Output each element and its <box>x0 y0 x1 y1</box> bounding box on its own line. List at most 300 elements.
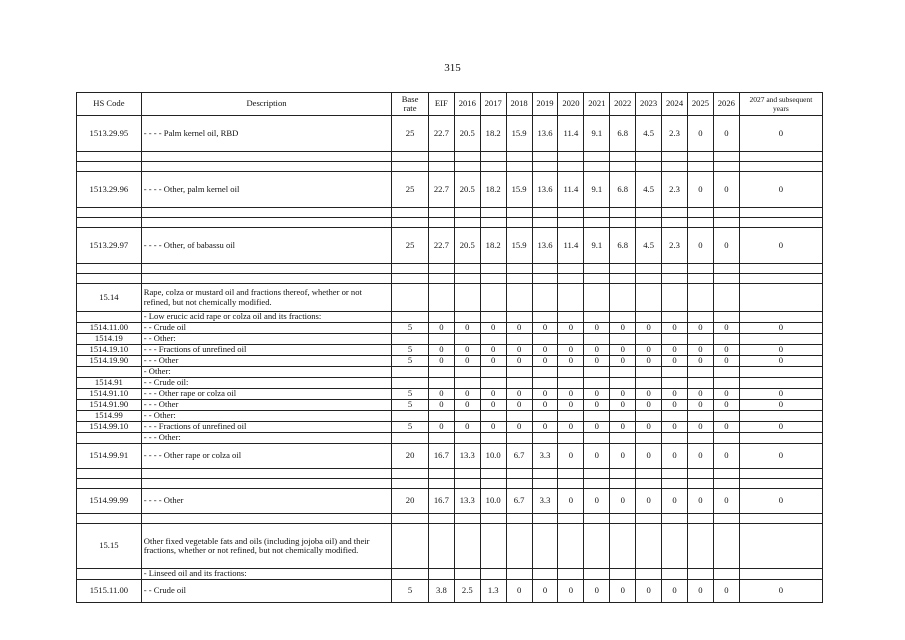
rate-cell: 0 <box>558 489 584 514</box>
description-cell: - - - - Other rape or colza oil <box>141 444 391 469</box>
rate-cell: 0 <box>428 356 454 367</box>
table-row <box>77 116 823 152</box>
rate-cell: 3.3 <box>532 489 558 514</box>
rate-cell: 15.9 <box>506 116 532 152</box>
rate-cell: 0 <box>480 345 506 356</box>
hs-code-cell: 1514.19 <box>77 334 142 345</box>
rate-cell: 0 <box>662 389 688 400</box>
rate-cell: 0 <box>506 389 532 400</box>
header-cell: 2024 <box>662 93 688 116</box>
rate-cell: 0 <box>506 356 532 367</box>
rate-cell <box>454 433 480 444</box>
rate-cell <box>687 411 713 422</box>
rate-cell <box>506 367 532 378</box>
rate-cell: 0 <box>739 323 822 334</box>
rate-cell: 0 <box>739 345 822 356</box>
rate-cell <box>532 524 558 569</box>
table-row <box>77 378 823 389</box>
hs-code-cell: 1514.91.10 <box>77 389 142 400</box>
rate-cell: 0 <box>687 400 713 411</box>
rate-cell: 0 <box>713 345 739 356</box>
rate-cell <box>739 152 822 162</box>
description-cell <box>141 208 391 218</box>
rate-cell <box>687 334 713 345</box>
rate-cell: 0 <box>558 422 584 433</box>
rate-cell: 0 <box>739 444 822 469</box>
hs-code-cell: 1513.29.95 <box>77 116 142 152</box>
rate-cell: 0 <box>662 400 688 411</box>
description-cell: - - Other: <box>141 334 391 345</box>
rate-cell <box>558 411 584 422</box>
rate-cell: 0 <box>454 356 480 367</box>
rate-cell <box>584 378 610 389</box>
rate-cell <box>506 469 532 479</box>
rate-cell <box>506 411 532 422</box>
rate-cell <box>506 479 532 489</box>
rate-cell <box>739 411 822 422</box>
header-cell: 2021 <box>584 93 610 116</box>
header-cell: Base rate <box>392 93 429 116</box>
rate-cell <box>713 264 739 274</box>
rate-cell <box>532 284 558 312</box>
rate-cell: 0 <box>610 489 636 514</box>
rate-cell <box>532 411 558 422</box>
hs-code-cell: 1515.11.00 <box>77 580 142 603</box>
rate-cell: 0 <box>636 422 662 433</box>
rate-cell: 0 <box>610 422 636 433</box>
rate-cell <box>610 334 636 345</box>
rate-cell: 0 <box>739 389 822 400</box>
table-row <box>77 208 823 218</box>
description-cell <box>141 514 391 524</box>
rate-cell <box>662 469 688 479</box>
rate-cell: 0 <box>584 489 610 514</box>
rate-cell <box>584 162 610 172</box>
hs-code-cell <box>77 469 142 479</box>
rate-cell <box>428 367 454 378</box>
table-row <box>77 411 823 422</box>
rate-cell: 0 <box>610 444 636 469</box>
table-row <box>77 400 823 411</box>
hs-code-cell: 1514.99 <box>77 411 142 422</box>
rate-cell <box>662 433 688 444</box>
rate-cell <box>687 479 713 489</box>
rate-cell: 0 <box>739 422 822 433</box>
base-rate-cell <box>392 378 429 389</box>
rate-cell: 0 <box>428 422 454 433</box>
rate-cell <box>454 367 480 378</box>
rate-cell: 16.7 <box>428 444 454 469</box>
rate-cell: 0 <box>428 400 454 411</box>
rate-cell: 0 <box>558 389 584 400</box>
rate-cell <box>454 514 480 524</box>
rate-cell <box>428 334 454 345</box>
rate-cell: 0 <box>713 323 739 334</box>
rate-cell: 22.7 <box>428 116 454 152</box>
rate-cell <box>739 479 822 489</box>
rate-cell <box>713 514 739 524</box>
hs-code-cell <box>77 152 142 162</box>
rate-cell <box>636 218 662 228</box>
rate-cell: 0 <box>584 400 610 411</box>
rate-cell <box>662 312 688 323</box>
rate-cell <box>739 312 822 323</box>
rate-cell <box>610 218 636 228</box>
rate-cell <box>713 524 739 569</box>
rate-cell <box>506 284 532 312</box>
rate-cell <box>558 208 584 218</box>
rate-cell: 1.3 <box>480 580 506 603</box>
base-rate-cell <box>392 334 429 345</box>
rate-cell <box>480 218 506 228</box>
rate-cell <box>454 218 480 228</box>
rate-cell: 9.1 <box>584 116 610 152</box>
rate-cell <box>428 411 454 422</box>
rate-cell <box>610 479 636 489</box>
rate-cell: 0 <box>506 400 532 411</box>
rate-cell: 0 <box>610 400 636 411</box>
header-cell: 2020 <box>558 93 584 116</box>
rate-cell <box>687 569 713 580</box>
base-rate-cell: 5 <box>392 345 429 356</box>
rate-cell: 0 <box>584 356 610 367</box>
rate-cell: 0 <box>713 580 739 603</box>
rate-cell <box>713 411 739 422</box>
rate-cell <box>739 378 822 389</box>
base-rate-cell <box>392 433 429 444</box>
rate-cell: 0 <box>713 422 739 433</box>
rate-cell <box>480 334 506 345</box>
description-cell <box>141 162 391 172</box>
rate-cell <box>610 524 636 569</box>
header-cell: 2023 <box>636 93 662 116</box>
rate-cell: 10.0 <box>480 489 506 514</box>
base-rate-cell <box>392 218 429 228</box>
rate-cell: 0 <box>480 356 506 367</box>
base-rate-cell <box>392 312 429 323</box>
rate-cell <box>454 334 480 345</box>
rate-cell: 0 <box>532 580 558 603</box>
rate-cell: 0 <box>687 323 713 334</box>
rate-cell: 0 <box>584 345 610 356</box>
rate-cell: 13.6 <box>532 172 558 208</box>
rate-cell: 0 <box>558 580 584 603</box>
rate-cell <box>506 162 532 172</box>
rate-cell: 0 <box>558 345 584 356</box>
base-rate-cell: 25 <box>392 228 429 264</box>
rate-cell <box>506 264 532 274</box>
base-rate-cell: 5 <box>392 356 429 367</box>
rate-cell <box>428 514 454 524</box>
rate-cell <box>558 284 584 312</box>
rate-cell <box>662 264 688 274</box>
description-cell: - - Crude oil <box>141 580 391 603</box>
rate-cell <box>636 152 662 162</box>
base-rate-cell: 20 <box>392 444 429 469</box>
rate-cell: 9.1 <box>584 172 610 208</box>
header-cell: 2018 <box>506 93 532 116</box>
hs-code-cell: 1514.19.10 <box>77 345 142 356</box>
base-rate-cell <box>392 284 429 312</box>
rate-cell <box>610 367 636 378</box>
description-cell: - - - Other: <box>141 433 391 444</box>
rate-cell: 0 <box>687 345 713 356</box>
rate-cell: 0 <box>636 489 662 514</box>
rate-cell <box>558 274 584 284</box>
rate-cell <box>636 367 662 378</box>
rate-cell <box>428 152 454 162</box>
rate-cell: 0 <box>687 444 713 469</box>
description-cell: - - - Fractions of unrefined oil <box>141 422 391 433</box>
rate-cell <box>506 208 532 218</box>
rate-cell <box>713 274 739 284</box>
rate-cell: 18.2 <box>480 172 506 208</box>
rate-cell: 2.3 <box>662 116 688 152</box>
rate-cell <box>454 569 480 580</box>
rate-cell <box>506 433 532 444</box>
rate-cell: 0 <box>610 580 636 603</box>
rate-cell: 0 <box>636 400 662 411</box>
rate-cell <box>610 433 636 444</box>
rate-cell <box>558 469 584 479</box>
rate-cell <box>662 208 688 218</box>
rate-cell <box>662 334 688 345</box>
base-rate-cell <box>392 264 429 274</box>
rate-cell <box>687 469 713 479</box>
rate-cell <box>428 208 454 218</box>
table-row <box>77 444 823 469</box>
rate-cell: 0 <box>636 580 662 603</box>
rate-cell <box>713 218 739 228</box>
rate-cell <box>532 367 558 378</box>
tariff-schedule-table <box>76 92 823 603</box>
hs-code-cell: 1514.91.90 <box>77 400 142 411</box>
table-row <box>77 264 823 274</box>
rate-cell <box>739 334 822 345</box>
rate-cell <box>506 274 532 284</box>
rate-cell <box>636 162 662 172</box>
hs-code-cell: 1514.91 <box>77 378 142 389</box>
table-row <box>77 228 823 264</box>
rate-cell <box>713 469 739 479</box>
table-row <box>77 356 823 367</box>
rate-cell <box>687 433 713 444</box>
header-cell: 2017 <box>480 93 506 116</box>
description-cell: - - Other: <box>141 411 391 422</box>
header-cell: 2016 <box>454 93 480 116</box>
rate-cell: 4.5 <box>636 172 662 208</box>
rate-cell: 0 <box>713 356 739 367</box>
rate-cell: 22.7 <box>428 172 454 208</box>
rate-cell: 0 <box>584 422 610 433</box>
rate-cell <box>532 312 558 323</box>
header-cell: EIF <box>428 93 454 116</box>
rate-cell: 0 <box>558 444 584 469</box>
rate-cell: 0 <box>610 345 636 356</box>
rate-cell <box>454 479 480 489</box>
rate-cell: 0 <box>558 356 584 367</box>
rate-cell <box>713 378 739 389</box>
rate-cell: 0 <box>687 356 713 367</box>
rate-cell <box>610 264 636 274</box>
header-cell: HS Code <box>77 93 142 116</box>
rate-cell: 0 <box>428 323 454 334</box>
header-cell: 2019 <box>532 93 558 116</box>
base-rate-cell: 25 <box>392 116 429 152</box>
rate-cell <box>532 334 558 345</box>
rate-cell <box>636 378 662 389</box>
hs-code-cell <box>77 264 142 274</box>
rate-cell <box>532 378 558 389</box>
rate-cell <box>428 218 454 228</box>
rate-cell: 0 <box>480 323 506 334</box>
rate-cell: 13.6 <box>532 116 558 152</box>
rate-cell: 0 <box>584 580 610 603</box>
hs-code-cell: 1514.99.91 <box>77 444 142 469</box>
rate-cell: 0 <box>662 345 688 356</box>
rate-cell <box>687 312 713 323</box>
rate-cell <box>506 218 532 228</box>
rate-cell: 11.4 <box>558 172 584 208</box>
rate-cell: 2.5 <box>454 580 480 603</box>
rate-cell <box>480 411 506 422</box>
description-cell: - - - - Palm kernel oil, RBD <box>141 116 391 152</box>
base-rate-cell: 5 <box>392 400 429 411</box>
rate-cell <box>636 312 662 323</box>
rate-cell: 0 <box>687 389 713 400</box>
rate-cell: 0 <box>454 389 480 400</box>
rate-cell <box>610 274 636 284</box>
rate-cell: 0 <box>610 389 636 400</box>
rate-cell <box>480 284 506 312</box>
base-rate-cell <box>392 469 429 479</box>
rate-cell <box>636 334 662 345</box>
rate-cell <box>687 274 713 284</box>
rate-cell <box>480 569 506 580</box>
rate-cell: 0 <box>454 422 480 433</box>
rate-cell <box>480 152 506 162</box>
rate-cell: 2.3 <box>662 172 688 208</box>
rate-cell: 0 <box>454 345 480 356</box>
description-cell <box>141 469 391 479</box>
rate-cell: 4.5 <box>636 228 662 264</box>
rate-cell <box>739 367 822 378</box>
rate-cell: 18.2 <box>480 228 506 264</box>
description-cell: - Other: <box>141 367 391 378</box>
page-number: 315 <box>444 62 461 74</box>
rate-cell <box>558 152 584 162</box>
rate-cell <box>662 378 688 389</box>
rate-cell <box>687 284 713 312</box>
rate-cell: 6.7 <box>506 444 532 469</box>
rate-cell <box>428 264 454 274</box>
rate-cell <box>713 334 739 345</box>
rate-cell: 20.5 <box>454 116 480 152</box>
rate-cell <box>687 162 713 172</box>
base-rate-cell: 5 <box>392 389 429 400</box>
rate-cell <box>480 524 506 569</box>
rate-cell <box>532 218 558 228</box>
rate-cell: 3.8 <box>428 580 454 603</box>
rate-cell: 15.9 <box>506 172 532 208</box>
base-rate-cell <box>392 208 429 218</box>
rate-cell <box>558 218 584 228</box>
hs-code-cell <box>77 514 142 524</box>
rate-cell: 0 <box>480 389 506 400</box>
hs-code-cell <box>77 274 142 284</box>
table-row <box>77 367 823 378</box>
table-row <box>77 152 823 162</box>
table-row <box>77 469 823 479</box>
rate-cell <box>558 264 584 274</box>
rate-cell <box>687 264 713 274</box>
rate-cell: 6.7 <box>506 489 532 514</box>
base-rate-cell <box>392 569 429 580</box>
table-row <box>77 580 823 603</box>
base-rate-cell <box>392 514 429 524</box>
rate-cell: 0 <box>662 422 688 433</box>
rate-cell <box>610 208 636 218</box>
rate-cell <box>428 274 454 284</box>
rate-cell: 2.3 <box>662 228 688 264</box>
base-rate-cell <box>392 162 429 172</box>
rate-cell <box>713 208 739 218</box>
table-row <box>77 389 823 400</box>
rate-cell <box>532 569 558 580</box>
description-cell: - - - - Other, of babassu oil <box>141 228 391 264</box>
rate-cell <box>532 514 558 524</box>
rate-cell <box>480 264 506 274</box>
table-row <box>77 433 823 444</box>
rate-cell: 11.4 <box>558 228 584 264</box>
rate-cell <box>506 514 532 524</box>
hs-code-cell: 1514.11.00 <box>77 323 142 334</box>
rate-cell: 0 <box>739 356 822 367</box>
rate-cell <box>584 312 610 323</box>
description-cell: Other fixed vegetable fats and oils (including jojoba oil) and their fractions, whether or not refined, but not chemically modified. <box>141 524 391 569</box>
rate-cell: 0 <box>454 400 480 411</box>
rate-cell <box>610 514 636 524</box>
rate-cell <box>687 367 713 378</box>
description-cell: - Linseed oil and its fractions: <box>141 569 391 580</box>
rate-cell <box>636 469 662 479</box>
rate-cell <box>428 433 454 444</box>
rate-cell: 0 <box>610 356 636 367</box>
rate-cell <box>739 433 822 444</box>
hs-code-cell: 15.14 <box>77 284 142 312</box>
base-rate-cell <box>392 274 429 284</box>
table-row <box>77 334 823 345</box>
rate-cell <box>532 264 558 274</box>
rate-cell: 0 <box>506 580 532 603</box>
rate-cell <box>428 469 454 479</box>
rate-cell <box>739 284 822 312</box>
description-cell: - - Crude oil <box>141 323 391 334</box>
hs-code-cell <box>77 479 142 489</box>
rate-cell: 0 <box>739 489 822 514</box>
rate-cell <box>687 208 713 218</box>
rate-cell <box>713 284 739 312</box>
base-rate-cell <box>392 524 429 569</box>
rate-cell: 0 <box>532 389 558 400</box>
hs-code-cell: 1513.29.96 <box>77 172 142 208</box>
hs-code-cell <box>77 433 142 444</box>
rate-cell <box>636 264 662 274</box>
rate-cell: 18.2 <box>480 116 506 152</box>
base-rate-cell: 25 <box>392 172 429 208</box>
header-row <box>77 93 823 116</box>
rate-cell: 0 <box>532 345 558 356</box>
